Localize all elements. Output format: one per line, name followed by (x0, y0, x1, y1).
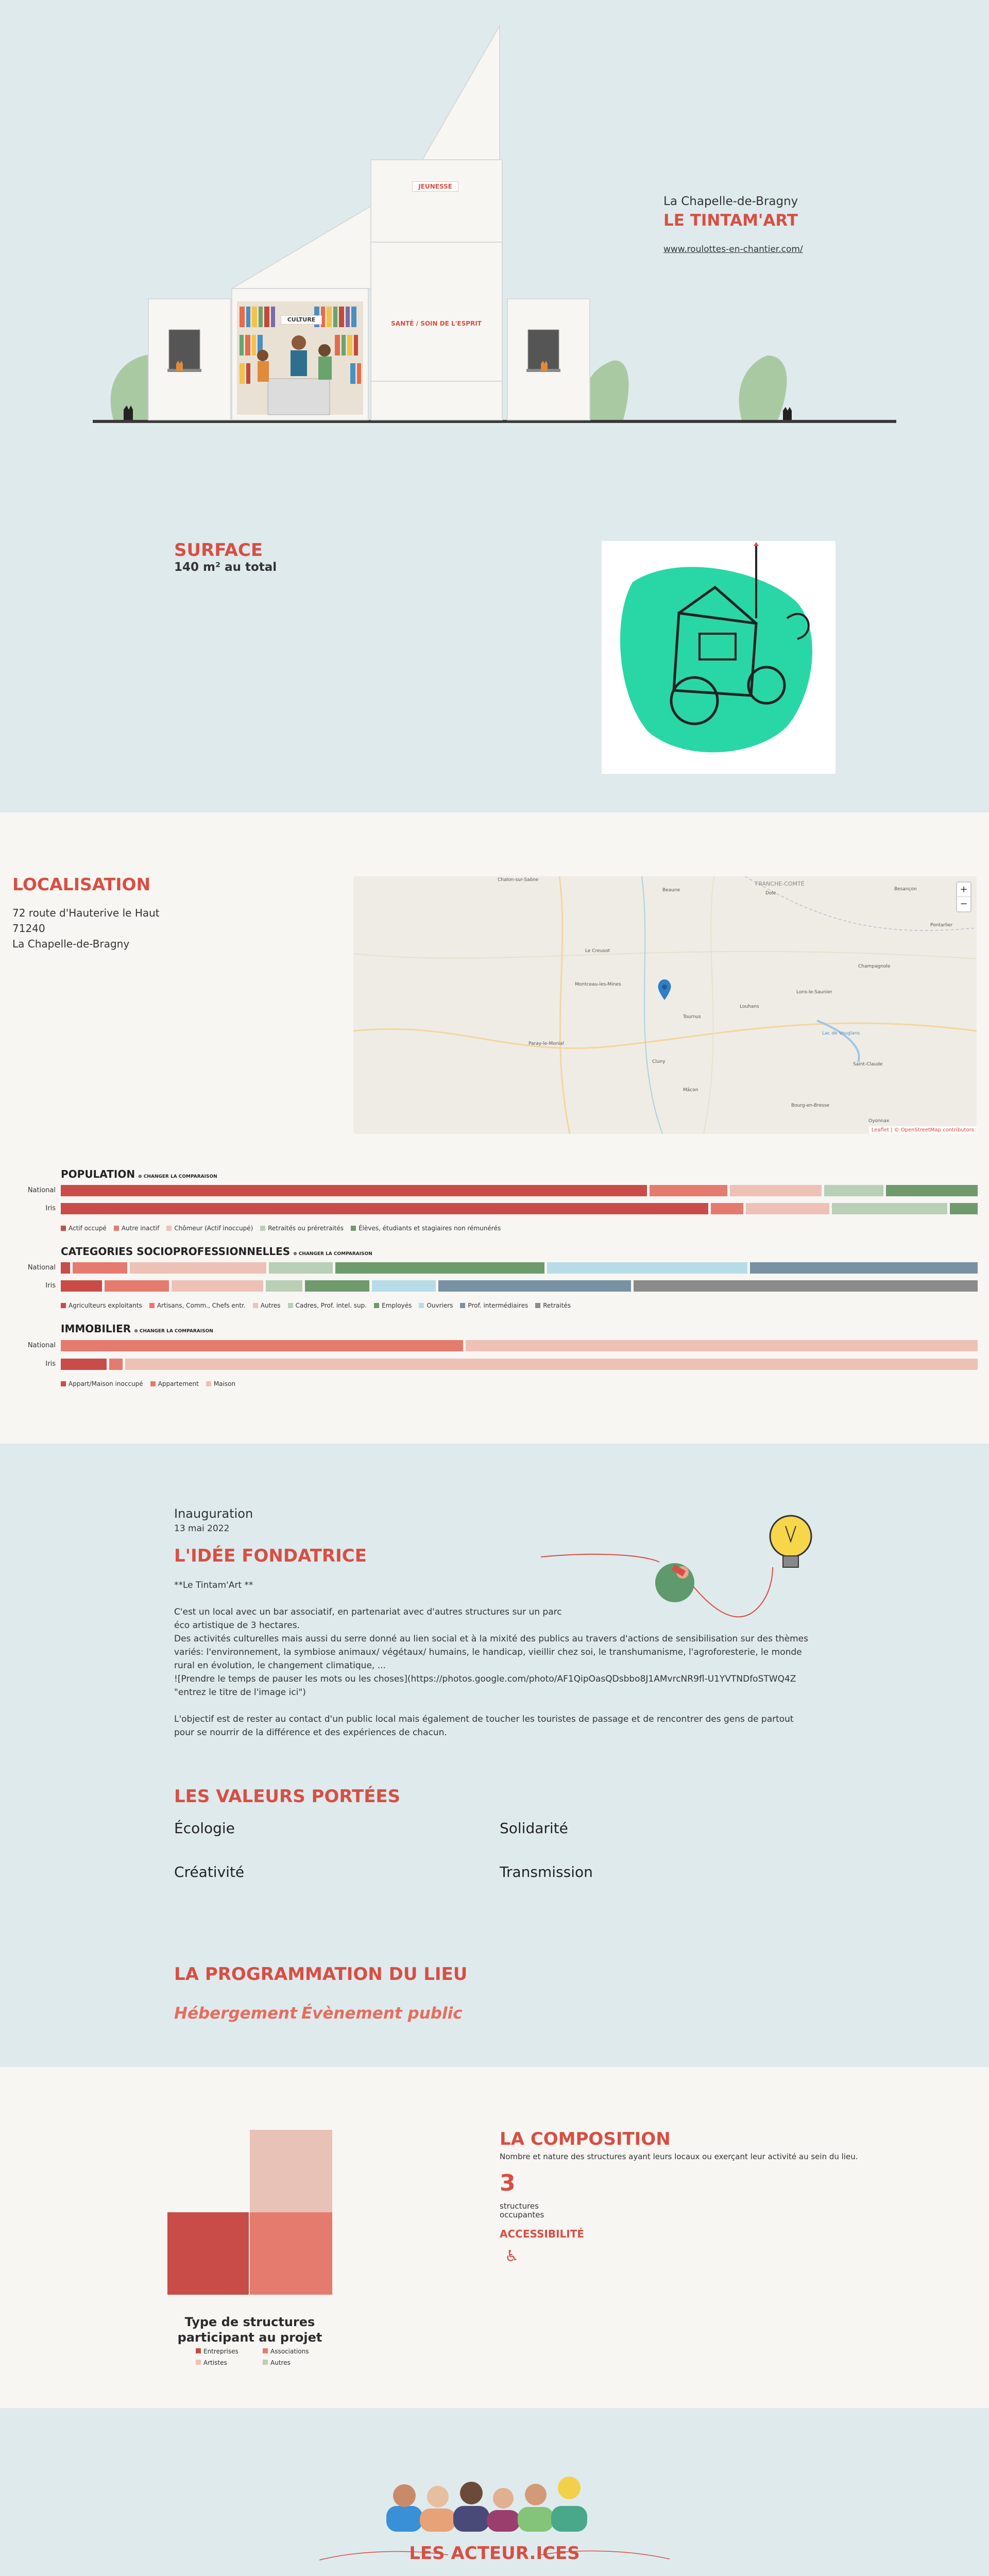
bar-segment (105, 1280, 169, 1292)
idea-quote: **Le Tintam'Art ** (174, 1580, 253, 1590)
legend-swatch (196, 2360, 201, 2365)
legend-swatch (166, 1226, 172, 1231)
immobilier-iris-bar (61, 1359, 978, 1370)
hero-title: LE TINTAM'ART (663, 211, 798, 230)
bar-segment (109, 1359, 123, 1370)
bar-segment (269, 1262, 333, 1274)
legend-item: Appartement (150, 1380, 199, 1387)
bar-segment (372, 1280, 436, 1292)
surface-value: 140 m² au total (174, 561, 277, 574)
legend-swatch (419, 1303, 424, 1308)
map-label: Paray-le-Monial (528, 1041, 564, 1046)
legend-item: Employés (374, 1302, 412, 1309)
bar-segment (730, 1185, 822, 1196)
acteurs-section (0, 2408, 989, 2576)
immobilier-title-text: IMMOBILIER (61, 1323, 131, 1335)
map-label: Beaune (662, 888, 680, 893)
csp-title (61, 1245, 372, 1258)
structures-count-label (500, 2202, 544, 2219)
zoom-out-button[interactable]: − (960, 899, 968, 909)
inauguration-date: 13 mai 2022 (174, 1523, 230, 1534)
row-label-national: National (27, 1187, 56, 1194)
change-comparison-link[interactable]: ⊕ CHANGER LA COMPARAISON (293, 1251, 372, 1257)
website-link[interactable]: www.roulottes-en-chantier.com/ (663, 244, 803, 255)
bar-segment (61, 1280, 102, 1292)
zoom-in-button[interactable]: + (957, 883, 970, 897)
chart-title-line: Type de structures (184, 2315, 315, 2329)
bar-segment (750, 1262, 978, 1274)
idea-section (0, 1444, 989, 2067)
bar-segment (335, 1262, 545, 1274)
bar-segment (650, 1185, 727, 1196)
structures-chart-title (167, 2314, 332, 2345)
bar-segment (172, 1280, 263, 1292)
map-label: Tournus (683, 1014, 701, 1020)
map-label: Saint-Claude (853, 1062, 883, 1067)
change-comparison-link[interactable]: ⊕ CHANGER LA COMPARAISON (134, 1329, 213, 1334)
row-label-national: National (27, 1264, 56, 1272)
row-label-iris: Iris (45, 1360, 56, 1368)
localisation-title: LOCALISATION (12, 874, 151, 894)
map-label: Champagnole (858, 964, 891, 969)
bar-segment (305, 1280, 369, 1292)
composition-subtitle: Nombre et nature des structures ayant leurs locaux ou exerçant leur activité au sein du lieu. (500, 2152, 858, 2161)
map-label: Cluny (652, 1059, 666, 1064)
legend-item: Ouvriers (419, 1302, 453, 1309)
legend-item: Cadres, Prof. intel. sup. (288, 1302, 367, 1309)
structures-count-label-line: occupantes (500, 2210, 544, 2219)
map-label: Chalon-sur-Saône (498, 877, 539, 883)
values-title: LES VALEURS PORTÉES (174, 1786, 401, 1807)
hero-city: La Chapelle-de-Bragny (663, 195, 798, 208)
legend-item: Élèves, étudiants et stagiaires non rémunérés (351, 1225, 501, 1232)
legend-item: Chômeur (Actif inoccupé) (166, 1225, 253, 1232)
bar-segment (125, 1359, 978, 1370)
idea-paragraph: Des activités culturelles mais aussi du serre donné au lien social et à la mixité des publics au travers d'actions de sensibilisation sur des thèmes variés: l'environnement, la symbiose animaux/ végétaux/ humains, le handicap, vieillir chez soi, le transhumanisme, l'agroforesterie, le monde rural en évolution, le changement climatique, ... (174, 1634, 808, 1671)
acteurs-title: LES ACTEUR.ICES (409, 2543, 580, 2564)
wheelchair-icon: ♿ (505, 2247, 519, 2265)
composition-title: LA COMPOSITION (500, 2129, 671, 2149)
idea-text (174, 1579, 813, 1739)
bar-segment (634, 1280, 978, 1292)
legend-swatch (351, 1226, 356, 1231)
bar-segment (61, 1340, 463, 1351)
address-line: La Chapelle-de-Bragny (12, 938, 130, 950)
surface-title: SURFACE (174, 540, 263, 561)
idea-title: L'IDÉE FONDATRICE (174, 1546, 367, 1566)
hero-section (0, 0, 989, 515)
legend-swatch (260, 1226, 265, 1231)
map-label: Oyonnax (868, 1118, 890, 1124)
programmation-item: Évènement public (301, 2004, 463, 2023)
address (12, 905, 160, 952)
legend-swatch (149, 1303, 155, 1308)
legend-swatch (460, 1303, 465, 1308)
map-label: Le Creusot (585, 948, 610, 954)
immobilier-legend (61, 1380, 235, 1387)
chart-title-line: participant au projet (177, 2330, 322, 2345)
bar-segment (73, 1262, 127, 1274)
legend-swatch (206, 1381, 211, 1386)
legend-swatch (288, 1303, 293, 1308)
bar-segment (950, 1203, 978, 1214)
csp-legend (61, 1302, 571, 1309)
map-label: Lac de Vouglans (822, 1031, 860, 1036)
map-label: Mâcon (683, 1088, 698, 1093)
structures-legend (196, 2348, 330, 2365)
csp-title-text: CATEGORIES SOCIOPROFESSIONNELLES (61, 1245, 291, 1258)
accessibility-title: ACCESSIBILITÉ (500, 2228, 585, 2240)
legend-item: Maison (206, 1380, 235, 1387)
people-illustration (381, 2465, 613, 2532)
legend-item: Retraités (535, 1302, 571, 1309)
sign-jeunesse: JEUNESSE (412, 181, 458, 192)
structures-count: 3 (500, 2170, 516, 2196)
sign-sante: SANTÉ / SOIN DE L'ESPRIT (391, 320, 482, 327)
bar-segment (886, 1185, 978, 1196)
population-title (61, 1168, 217, 1180)
map-label: Besançon (894, 887, 917, 892)
bar-segment (746, 1203, 829, 1214)
value-item: Écologie (174, 1820, 235, 1837)
bar-segment (711, 1203, 743, 1214)
immobilier-title (61, 1323, 213, 1335)
map[interactable] (353, 876, 977, 1134)
treemap-cell-associations (250, 2212, 332, 2295)
address-line: 71240 (12, 922, 45, 935)
legend-item: Appart/Maison inoccupé (61, 1380, 143, 1387)
map-label: Bourg-en-Bresse (791, 1103, 830, 1108)
idea-paragraph: L'objectif est de rester au contact d'un public local mais également de toucher les touristes de passage et de rencontrer des gens de partout pour se nourrir de la différence et des expériences de chacun. (174, 1714, 794, 1738)
zoom-controls (956, 882, 971, 912)
idea-paragraph: éco artistique de 3 hectares. (174, 1620, 300, 1631)
legend-item: Artisans, Comm., Chefs entr. (149, 1302, 246, 1309)
bar-segment (61, 1262, 70, 1274)
row-label-iris: Iris (45, 1282, 56, 1290)
legend-item: Actif occupé (61, 1225, 107, 1232)
change-comparison-link[interactable]: ⊕ CHANGER LA COMPARAISON (138, 1174, 217, 1179)
bar-segment (438, 1280, 631, 1292)
row-label-national: National (27, 1342, 56, 1349)
map-attribution[interactable]: Leaflet | © OpenStreetMap contributors (869, 1126, 977, 1134)
bar-segment (61, 1185, 647, 1196)
row-label-iris: Iris (45, 1205, 56, 1212)
legend-swatch (196, 2348, 201, 2353)
legend-swatch (61, 1303, 66, 1308)
legend-swatch (61, 1381, 66, 1386)
map-label: Dole (765, 891, 776, 896)
bar-segment (547, 1262, 747, 1274)
legend-item: Autres (253, 1302, 281, 1309)
composition-section (0, 2067, 989, 2408)
legend-swatch (253, 1303, 258, 1308)
programmation-title: LA PROGRAMMATION DU LIEU (174, 1964, 468, 1985)
legend-item: Artistes (196, 2359, 263, 2365)
value-item: Créativité (174, 1863, 245, 1880)
legend-swatch (263, 2360, 268, 2365)
bar-segment (130, 1262, 266, 1274)
idea-paragraph: ![Prendre le temps de pauser les mots ou les choses](https://photos.google.com/photo/AF1QipOasQDsbbo8J1AMvrcNR9fl-U1YVTNDfoSTWQ4Z "entrez le titre de l'image ici") (174, 1674, 796, 1698)
legend-item: Autres (263, 2359, 330, 2365)
csp-national-bar (61, 1262, 978, 1274)
bar-segment (824, 1185, 884, 1196)
structures-count-label-line: structures (500, 2201, 539, 2211)
address-line: 72 route d'Hauterive le Haut (12, 907, 160, 919)
map-label: Pontarlier (930, 923, 953, 928)
legend-item: Entreprises (196, 2348, 263, 2355)
legend-swatch (61, 1226, 66, 1231)
treemap-cell-associations-top (250, 2130, 332, 2212)
legend-swatch (150, 1381, 156, 1386)
population-national-bar (61, 1185, 978, 1196)
surface-section (0, 515, 989, 812)
value-item: Transmission (500, 1863, 593, 1880)
population-title-text: POPULATION (61, 1168, 135, 1180)
map-label: Montceau-les-Mines (575, 982, 621, 987)
localisation-section (0, 812, 989, 1444)
population-iris-bar (61, 1203, 978, 1214)
legend-swatch (535, 1303, 540, 1308)
legend-swatch (374, 1303, 379, 1308)
bar-segment (832, 1203, 947, 1214)
legend-item: Agriculteurs exploitants (61, 1302, 142, 1309)
bar-segment (61, 1203, 708, 1214)
value-item: Solidarité (500, 1820, 568, 1837)
legend-item: Prof. intermédiaires (460, 1302, 528, 1309)
legend-swatch (114, 1226, 119, 1231)
treemap-cell-entreprises (167, 2212, 249, 2295)
legend-item: Autre inactif (114, 1225, 160, 1232)
inauguration-label: Inauguration (174, 1506, 253, 1521)
bar-segment (61, 1359, 107, 1370)
map-label: Lons-le-Saunier (796, 990, 832, 995)
bar-segment (266, 1280, 302, 1292)
csp-iris-bar (61, 1280, 978, 1292)
surface-drawing (602, 541, 835, 774)
idea-paragraph: C'est un local avec un bar associatif, en partenariat avec d'autres structures sur un parc (174, 1607, 562, 1617)
immobilier-national-bar (61, 1340, 978, 1351)
legend-item: Associations (263, 2348, 330, 2355)
programmation-item: Hébergement (174, 2004, 297, 2023)
sign-culture: CULTURE (281, 315, 322, 325)
legend-item: Retraités ou préretraités (260, 1225, 344, 1232)
population-legend (61, 1225, 501, 1232)
bar-segment (466, 1340, 978, 1351)
structures-treemap (167, 2130, 332, 2305)
map-label: Louhans (740, 1004, 759, 1009)
map-region-label: FRANCHE-COMTÉ (755, 880, 805, 887)
legend-swatch (263, 2348, 268, 2353)
